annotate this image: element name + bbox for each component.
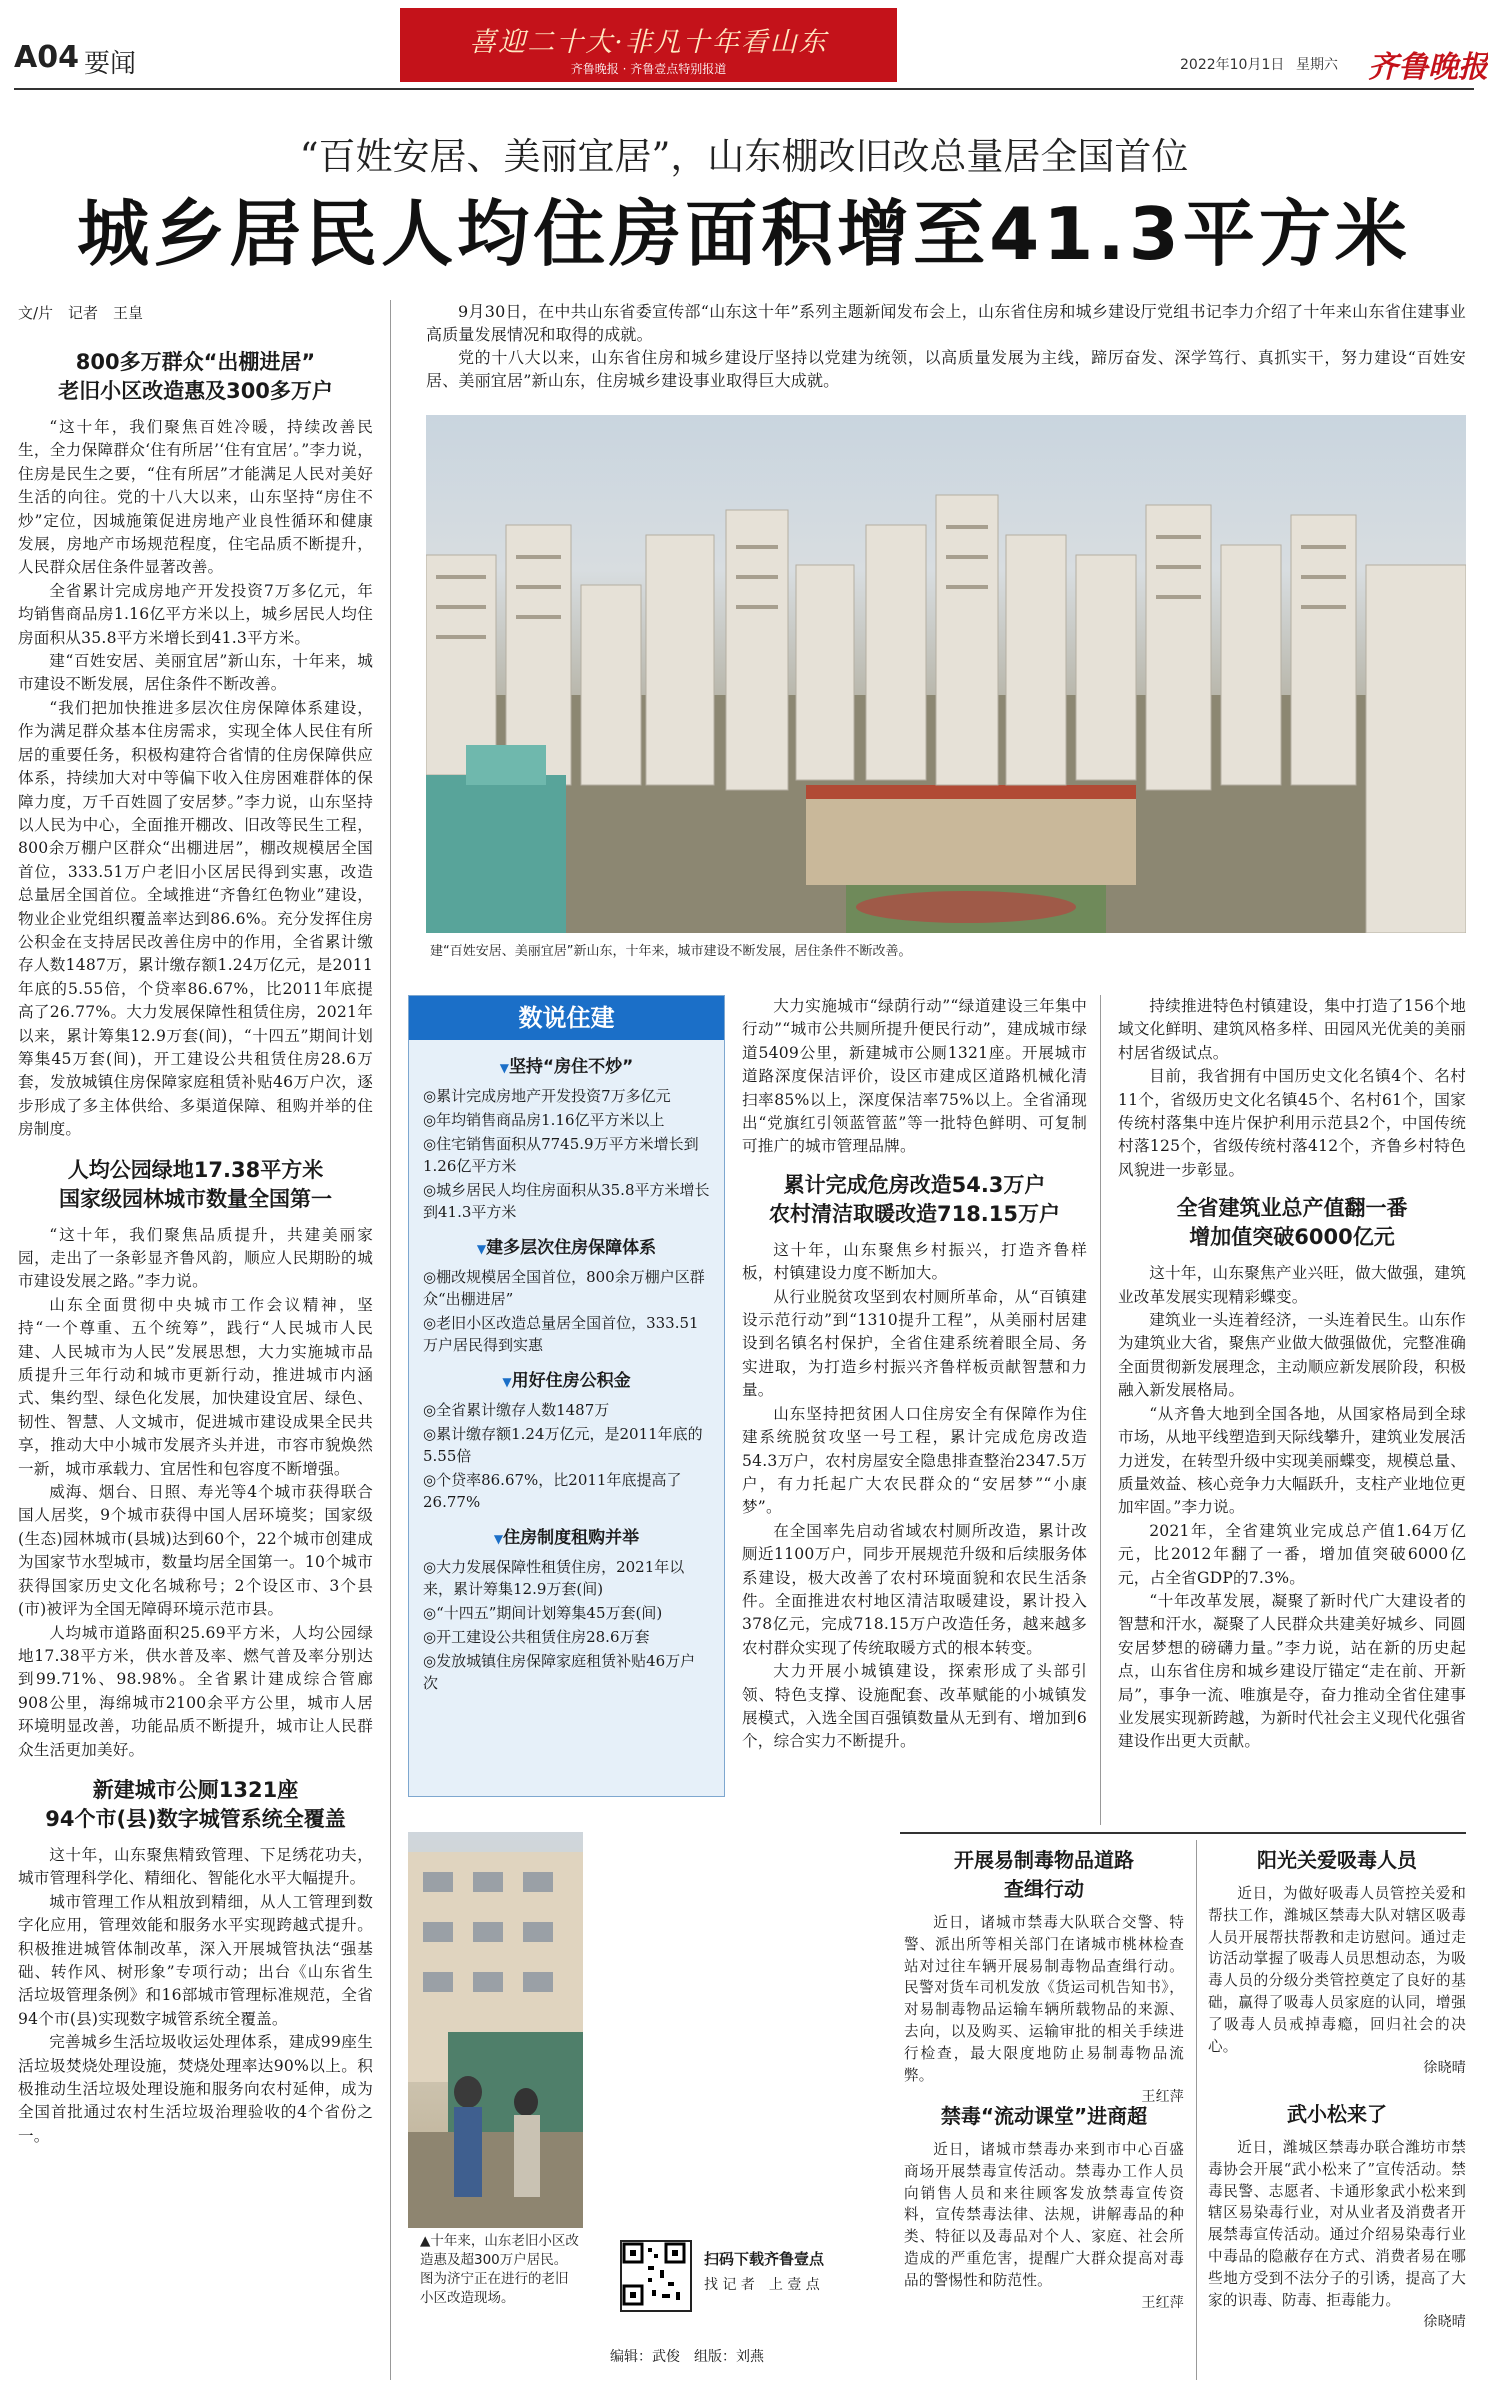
lead-paragraph: 党的十八大以来，山东省住房和城乡建设厅坚持以党建为统领，以高质量发展为主线，蹄厉奋发、深学笃行、真抓实干，努力建设“百姓安居、美丽宜居”新山东，住房城乡建设事业取得巨大成就。 [426,348,1466,390]
paragraph: “这十年，我们聚焦百姓冷暖，持续改善民生，全力保障群众‘住有所居’‘住有宜居’。”李力说，住房是民生之要，“住有所居”才能满足人民对美好生活的向往。党的十八大以来，山东坚持“房住不炒”定位，因城施策促进房地产业良性循环和健康发展，房地产市场规范程度，住宅品质不断提升，人民群众居住条件显著改善。 [18,418,373,577]
section-title: 新建城市公厕1321座 [92,1777,299,1802]
brief-author: 王红萍 [1141,2089,1184,2106]
column-4 [1118,995,1466,1754]
paragraph: 威海、烟台、日照、寿光等4个城市获得联合国人居奖，9个城市获得中国人居环境奖；国家级(生态)园林城市(县城)达到60个，22个城市创建成为国家节水型城市，数量均居全国第一。10个城市获得国家历史文化名城称号；2个设区市、3个县(市)被评为全国无障碍环境示范市县。 [18,1483,373,1619]
brief-title: 阳光关爱吸毒人员 [1257,1848,1417,1872]
data-item: ◎累计缴存额1.24万亿元，是2011年底的5.55倍 [423,1425,703,1465]
banner-slogan: 喜迎二十大·非凡十年看山东 [469,27,828,58]
brief-body: 近日，诸城市禁毒大队联合交警、特警、派出所等相关部门在诸城市桃林检查站对过往车辆开展易制毒物品查缉行动。民警对货车司机发放《货运司机告知书》，对易制毒物品运输车辆所载物品的来源、去向，以及购买、运输审批的相关手续进行检查，最大限度地防止易制毒物品流弊。 [904,1914,1184,2084]
paragraph: 从行业脱贫攻坚到农村厕所革命，从“百镇建设示范行动”到“1310提升工程”，从美丽村居建设到名镇名村保护，全省住建系统着眼全局、务实进取，为打造乡村振兴齐鲁样板贡献智慧和力量。 [742,1287,1087,1400]
paragraph: 大力开展小城镇建设，探索形成了头部引领、特色支撑、设施配套、改革赋能的小城镇发展模式，入选全国百强镇数量从无到有、增加到6个，综合实力不断提升。 [742,1662,1087,1751]
issue-weekday: 星期六 [1296,57,1338,73]
data-item: ◎发放城镇住房保障家庭租赁补贴46万户次 [423,1652,696,1692]
section-title: 累计完成危房改造54.3万户 [783,1172,1046,1197]
byline: 文/片 记者 王皇 [18,304,144,322]
banner [400,8,897,82]
column-divider [390,300,391,2380]
old-community-renovation-illustration [408,1832,583,2228]
issue-date: 2022年10月1日 [1180,57,1285,73]
brief-body: 近日，潍城区禁毒办联合潍坊市禁毒协会开展“武小松来了”宣传活动。禁毒民警、志愿者、卡通形象武小松来到辖区易染毒行业，对从业者及消费者开展禁毒宣传活动。通过介绍易染毒行业中毒品的隐蔽存在方式、消费者易在哪些地方受到不法分子的引诱，提高了大家的识毒、防毒、拒毒能力。 [1208,2139,1466,2309]
data-group-title: ▼用好住房公积金 [502,1371,631,1391]
section-title: 人均公园绿地17.38平方米 [67,1157,324,1182]
brief-wu-xiaosong [1208,2100,1466,2335]
data-item: ◎“十四五”期间计划筹集45万套(间) [423,1604,663,1622]
paragraph: 在全国率先启动省域农村厕所改造，累计改厕近1100万户，同步开展规范升级和后续服务体系建设，极大改善了农村环境面貌和农民生活条件。全面推进农村地区清洁取暖建设，累计投入378亿元，完成718.15万户改造任务，越来越多农村群众实现了传统取暖方式的根本转变。 [742,1521,1087,1657]
editor-credit: 编辑：武俊 组版：刘燕 [610,2349,764,2365]
section-title: 增加值突破6000亿元 [1189,1225,1395,1250]
section-name: 要闻 [84,49,137,79]
brief-body: 近日，诸城市禁毒办来到市中心百盛商场开展禁毒宣传活动。禁毒办工作人员向销售人员和来往顾客发放禁毒宣传资料，宣传禁毒法律、法规，讲解毒品的种类、特征以及毒品对个人、家庭、社会所造成的严重危害，提醒广大群众提高对毒品的警惕性和防范性。 [904,2141,1184,2289]
paragraph: 全省累计完成房地产开发投资7万多亿元，年均销售商品房1.16亿平方米以上，城乡居民人均住房面积从35.8平方米增长到41.3平方米。 [18,581,373,647]
data-item: ◎个贷率86.67%，比2011年底提高了26.77% [423,1471,682,1511]
brief-title: 禁毒“流动课堂”进商超 [940,2104,1148,2128]
section-title: 老旧小区改造惠及300多万户 [58,379,333,403]
data-item: ◎棚改规模居全国首位，800余万棚户区群众“出棚进居” [423,1268,705,1308]
paragraph: 2021年，全省建筑业完成总产值1.64万亿元，比2012年翻了一番，增加值突破6000亿元，占全省GDP的7.3%。 [1118,1521,1466,1587]
main-photo-caption: 建“百姓安居、美丽宜居”新山东，十年来，城市建设不断发展，居住条件不断改善。 [430,944,912,959]
renovation-photo [408,1832,583,2228]
data-box-title-bar: 数说住建 [409,996,724,1040]
brief-body: 近日，为做好吸毒人员管控关爱和帮扶工作，潍城区禁毒大队对辖区吸毒人员开展帮扶帮教和走访慰问。通过走访活动掌握了吸毒人员思想动态，为吸毒人员的分级分类管控奠定了良好的基础，赢得了吸毒人员家庭的认同，增强了吸毒人员戒掉毒瘾，回归社会的决心。 [1208,1885,1466,2055]
paragraph: 这十年，山东聚焦乡村振兴，打造齐鲁样板，村镇建设力度不断加大。 [742,1240,1087,1283]
column-1 [18,348,373,2148]
paragraph: “十年改革发展，凝聚了新时代广大建设者的智慧和汗水，凝聚了人民群众共建美好城乡、同圆安居梦想的磅礴力量。”李力说，站在新的历史起点，山东省住房和城乡建设厅锚定“走在前、开新局”，事争一流、唯旗是夺，奋力推动全省住建事业发展实现新跨越，为新时代社会主义现代化强省建设作出更大贡献。 [1118,1591,1466,1751]
section-title: 全省建筑业总产值翻一番 [1176,1196,1408,1221]
briefs-top-rule [900,1832,1466,1834]
paragraph: 人均城市道路面积25.69平方米，人均公园绿地17.38平方米，供水普及率、燃气普及率分别达到99.71%、98.98%。全省累计建成综合管廊908公里，海绵城市2100余平方公里，城市人居环境明显改善，功能品质不断提升，城市让人民群众生活更加美好。 [18,1623,373,1759]
data-item: ◎开工建设公共租赁住房28.6万套 [423,1628,650,1646]
paragraph: 持续推进特色村镇建设，集中打造了156个地域文化鲜明、建筑风格多样、田园风光优美的美丽村居省级试点。 [1118,997,1466,1062]
page-number: A04 [14,40,79,75]
brief-title: 查缉行动 [1004,1877,1084,1901]
column-divider [1100,995,1101,1825]
data-item: ◎全省累计缴存人数1487万 [423,1401,610,1419]
paragraph: 建筑业一头连着经济，一头连着民生。山东作为建筑业大省，聚焦产业做大做强做优，完整准确全面贯彻新发展理念，主动顺应新发展阶段，积极融入新发展格局。 [1118,1311,1466,1400]
qr-sub: 找 记 者 上 壹 点 [704,2277,820,2293]
renovation-photo-caption: ▲十年来，山东老旧小区改造惠及超300万户居民。图为济宁正在进行的老旧小区改造现场。 [420,2233,579,2306]
column-3 [742,995,1087,1754]
paragraph: “这十年，我们聚焦品质提升，共建美丽家园，走出了一条彰显齐鲁风韵，顺应人民期盼的城市建设发展之路。”李力说。 [18,1225,373,1291]
brief-title: 武小松来了 [1287,2102,1387,2126]
brief-mobile-classroom [904,2102,1184,2315]
section-title: 800多万群众“出棚进居” [75,350,316,374]
lead-paragraph: 9月30日，在中共山东省委宣传部“山东这十年”系列主题新闻发布会上，山东省住房和城乡建设厅党组书记李力介绍了十年来山东省住建事业高质量发展情况和取得的成就。 [426,302,1466,344]
brief-care-addicts [1208,1846,1466,2081]
qr-title: 扫码下载齐鲁壹点 [704,2250,825,2268]
paragraph: 目前，我省拥有中国历史文化名镇4个、名村11个，省级历史文化名镇45个、名村61个，国家传统村落集中连片保护利用示范县2个，中国传统村落125个，省级传统村落412个，齐鲁乡村特色风貌进一步彰显。 [1118,1067,1466,1179]
paragraph: 大力实施城市“绿荫行动”“绿道建设三年集中行动”“城市公共厕所提升便民行动”，建成城市绿道5409公里，新建城市公厕1321座。开展城市道路深度保洁评价，设区市建成区道路机械化清扫率85%以上，深度保洁率75%以上。全省涌现出“党旗红引领蓝管蓝”等一批特色鲜明、可复制可推广的城市管理品牌。 [742,997,1087,1156]
paragraph: 这十年，山东聚焦产业兴旺，做大做强，建筑业改革发展实现精彩蝶变。 [1118,1264,1466,1306]
paragraph: 山东全面贯彻中央城市工作会议精神，坚持“一个尊重、五个统筹”，践行“人民城市人民建、人民城市为人民”发展思想，大力实施城市品质提升三年行动和城市更新行动，推进城市内涵式、集约型、绿色化发展，加快建设宜居、绿色、韧性、智慧、人文城市，促进城市建设成果全民共享，推动大中小城市发展齐头并进，市容市貌焕然一新，城市承载力、宜居性和包容度不断增强。 [18,1295,373,1478]
lead-text [426,300,1466,392]
data-item: ◎住宅销售面积从7745.9万平方米增长到1.26亿平方米 [423,1135,699,1175]
paragraph: 建“百姓安居、美丽宜居”新山东，十年来，城市建设不断发展，居住条件不断改善。 [18,652,373,694]
paragraph: 这十年，山东聚焦精致管理、下足绣花功夫，城市管理科学化、精细化、智能化水平大幅提升。 [18,1845,373,1888]
data-group-title: ▼住房制度租购并举 [493,1528,640,1548]
paper-logo: 齐鲁晚报 [1368,50,1488,85]
data-box [408,995,725,1797]
qr-code[interactable] [620,2240,692,2312]
header-rule [14,88,1474,90]
paragraph: “从齐鲁大地到全国各地，从国家格局到全球市场，从地平线塑造到天际线攀升，建筑业发展活力迸发，在转型升级中实现美丽蝶变，规模总量、质量效益、核心竞争力大幅跃升，支柱产业地位更加牢固。”李力说。 [1118,1404,1466,1517]
column-divider [1196,1840,1197,2380]
data-item: ◎累计完成房地产开发投资7万多亿元 [423,1087,671,1105]
brief-author: 王红萍 [1141,2294,1184,2311]
brief-drug-road-check [904,1846,1184,2110]
section-title: 农村清洁取暖改造718.15万户 [768,1201,1061,1226]
data-group-title: ▼建多层次住房保障体系 [476,1238,657,1258]
data-item: ◎老旧小区改造总量居全国首位，333.51万户居民得到实惠 [423,1314,699,1354]
banner-sub: 齐鲁晚报 · 齐鲁壹点特别报道 [570,62,727,76]
paragraph: 完善城乡生活垃圾收运处理体系，建成99座生活垃圾焚烧处理设施，焚烧处理率达90%以上。积极推动生活垃圾处理设施和服务向农村延伸，成为全国首批通过农村生活垃圾治理验收的4个省份之一。 [18,2033,373,2145]
section-title: 国家级园林城市数量全国第一 [59,1186,332,1211]
data-item: ◎城乡居民人均住房面积从35.8平方米增长到41.3平方米 [423,1181,710,1221]
section-title: 94个市(县)数字城管系统全覆盖 [45,1806,346,1831]
headline-kicker: “百姓安居、美丽宜居”，山东棚改旧改总量居全国首位 [299,135,1189,178]
brief-author: 徐晓晴 [1423,2314,1466,2331]
paragraph: 山东坚持把贫困人口住房安全有保障作为住建系统脱贫攻坚一号工程，累计完成危房改造54.3万户，农村房屋安全隐患排查整治2347.5万户，有力托起广大农民群众的“安居梦”“小康梦”。 [742,1404,1087,1517]
residential-towers-illustration [426,415,1466,933]
brief-title: 开展易制毒物品道路 [954,1848,1134,1872]
main-photo [426,415,1466,933]
qr-code-pattern [622,2242,686,2306]
paragraph: 城市管理工作从粗放到精细，从人工管理到数字化应用，管理效能和服务水平实现跨越式提升。积极推进城管体制改革，深入开展城管执法“强基础、转作风、树形象”专项行动；出台《山东省生活垃圾管理条例》和16部城市管理标准规范，全省94个市(县)实现数字城管系统全覆盖。 [18,1892,373,2028]
headline-main: 城乡居民人均住房面积增至41.3平方米 [77,192,1411,276]
paragraph: “我们把加快推进多层次住房保障体系建设，作为满足群众基本住房需求，实现全体人民住有所居的重要任务，积极构建符合省情的住房保障供应体系，持续加大对中等偏下收入住房困难群体的保障力度，万千百姓圆了安居梦。”李力说，山东坚持以人民为中心，全面推开棚改、旧改等民生工程，800余万棚户区群众“出棚进居”，棚改规模居全国首位，333.51万户老旧小区居民得到实惠，改造总量居全国首位。全域推进“齐鲁红色物业”建设，物业企业党组织覆盖率达到86.6%。充分发挥住房公积金在支持居民改善住房中的作用，全省累计缴存人数1487万，累计缴存额1.24万亿元，是2011年底的5.55倍，个贷率86.67%，比2011年底提高了26.77%。大力发展保障性租赁住房，2021年以来，累计筹集12.9万套(间)，“十四五”期间计划筹集45万套(间)，开工建设公共租赁住房28.6万套，发放城镇住房保障家庭租赁补贴46万户次，逐步形成了多主体供给、多渠道保障、租购并举的住房制度。 [18,698,373,1139]
data-item: ◎年均销售商品房1.16亿平方米以上 [423,1111,665,1129]
data-group-title: ▼坚持“房住不炒” [499,1057,634,1077]
data-item: ◎大力发展保障性租赁住房，2021年以来，累计筹集12.9万套(间) [423,1558,685,1598]
brief-author: 徐晓晴 [1423,2060,1466,2077]
